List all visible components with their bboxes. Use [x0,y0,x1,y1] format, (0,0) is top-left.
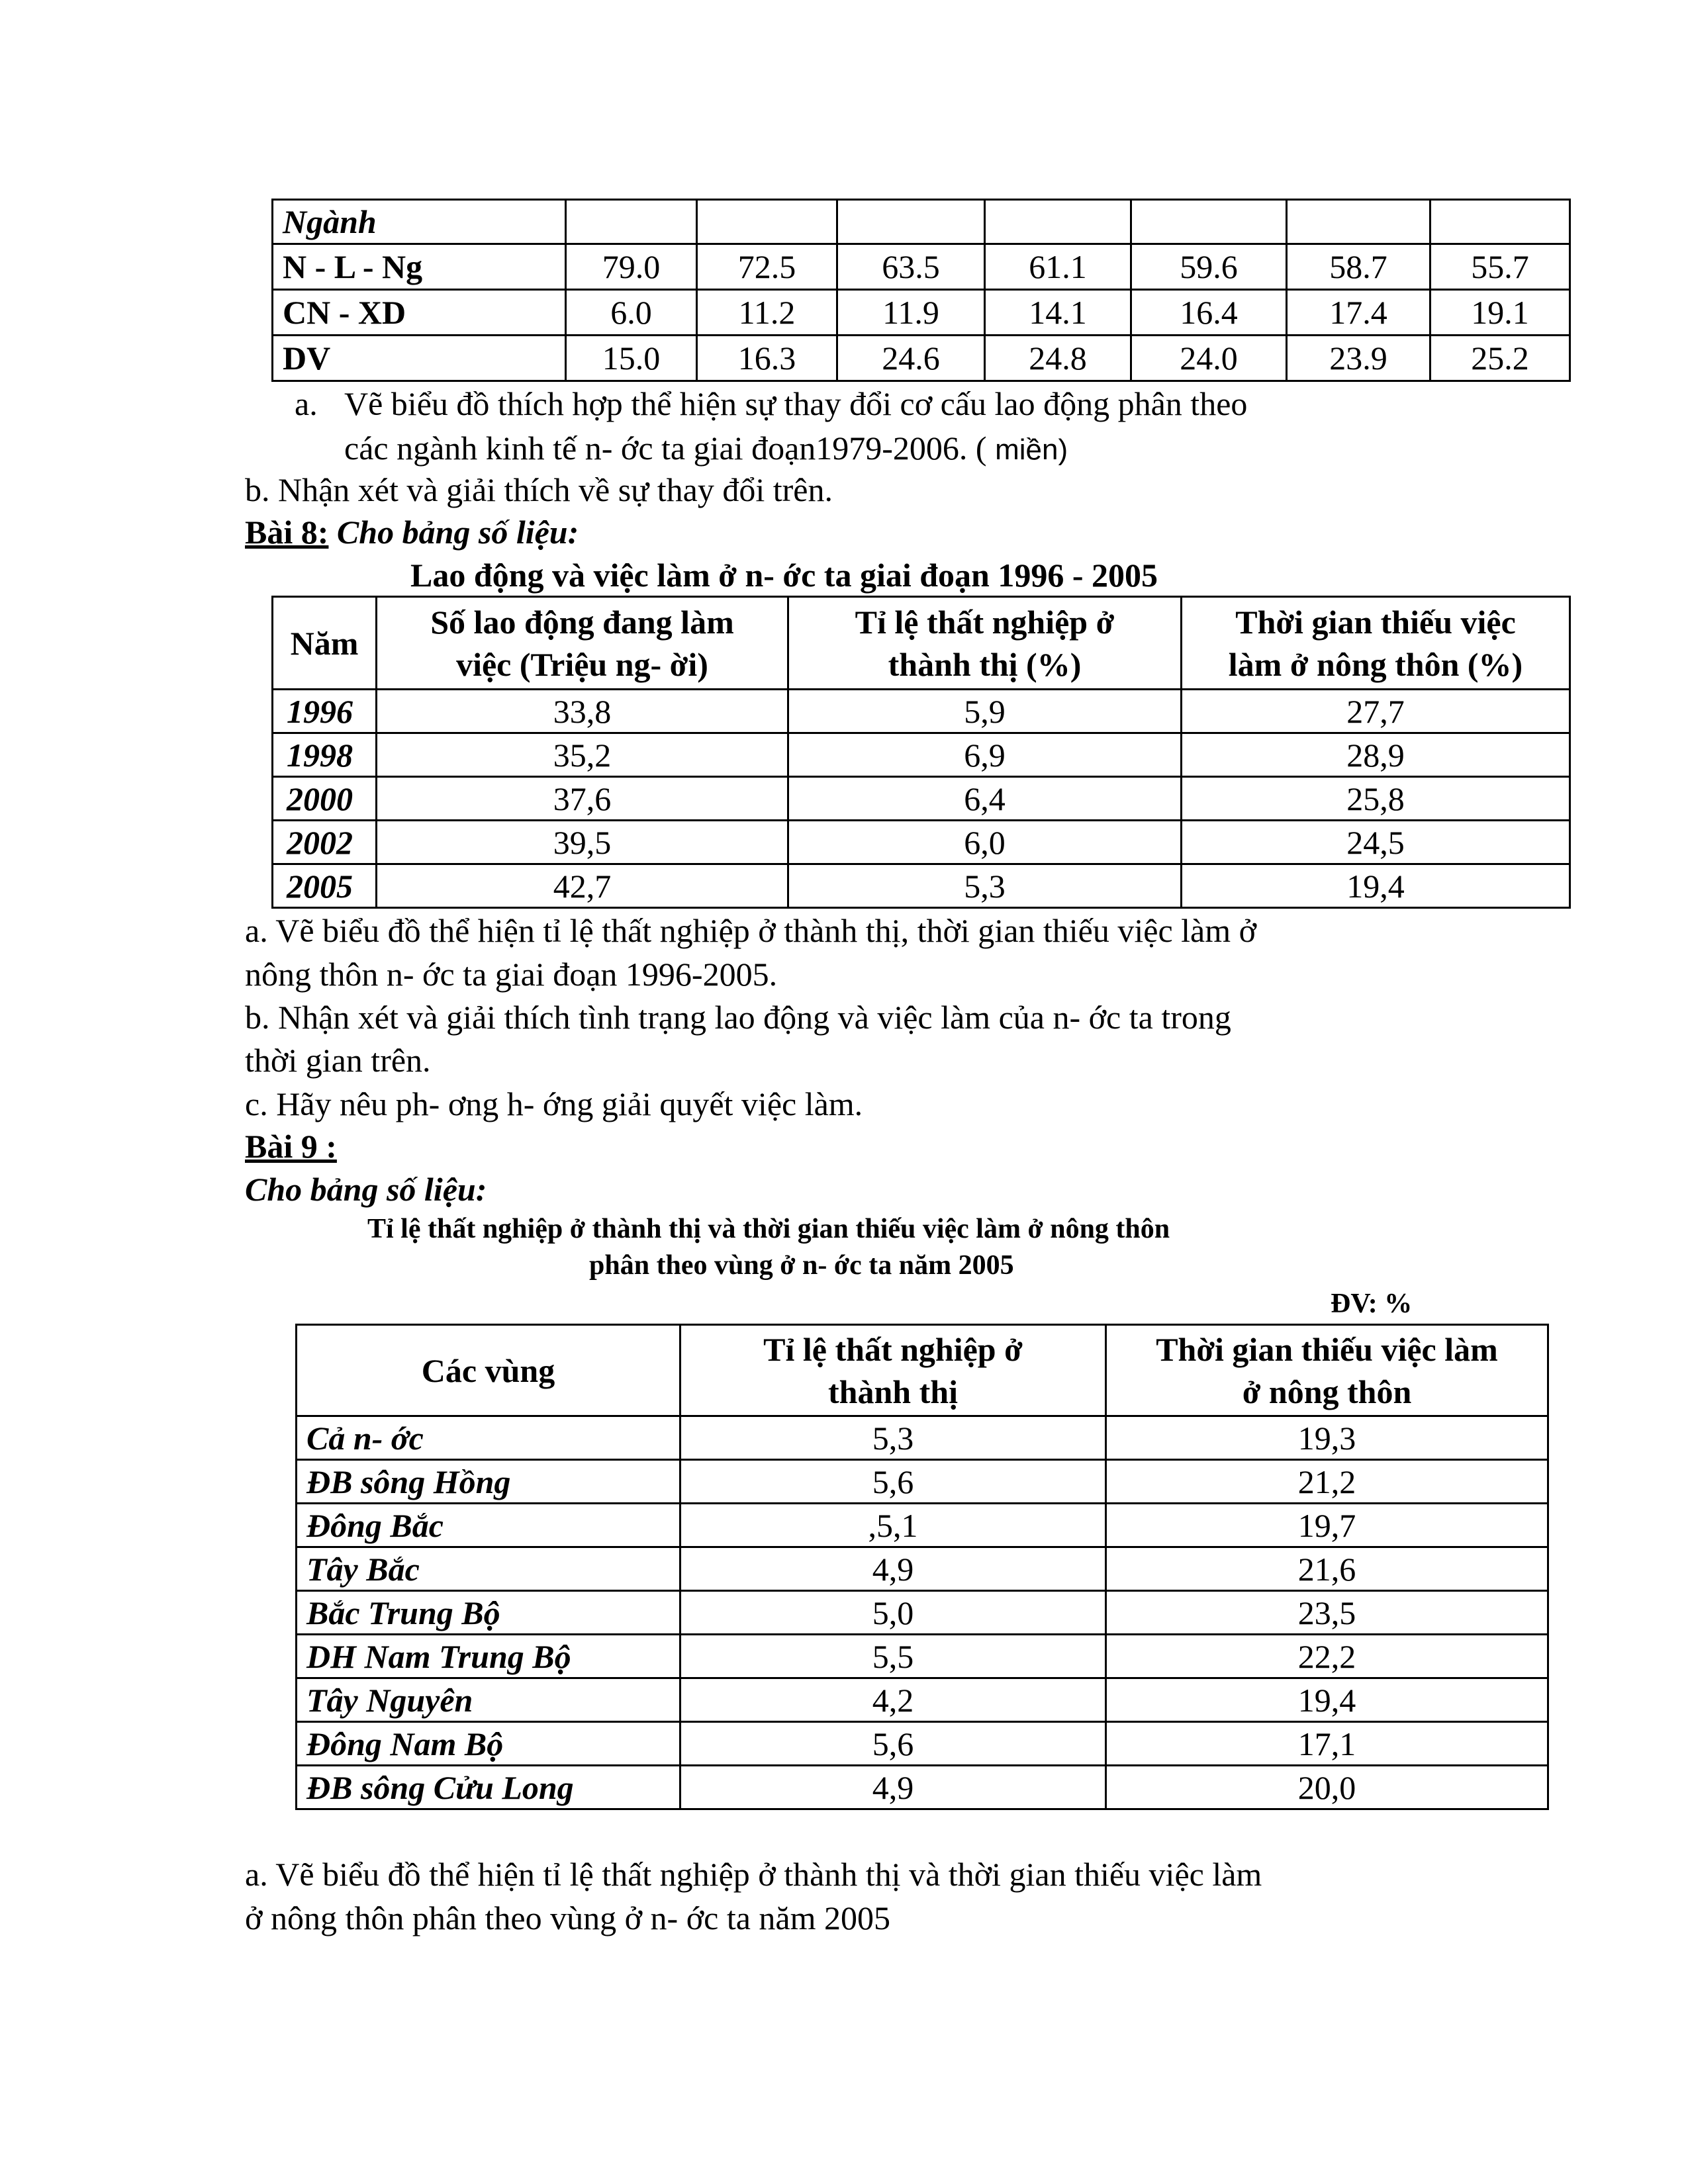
bai8-a-line2: nông thôn n- ớc ta giai đoạn 1996-2005. [245,956,778,993]
table-row: 2005 42,7 5,3 19,4 [273,864,1570,908]
table-header-row [273,597,1570,690]
table-header-row [273,200,1570,244]
table-row: Tây Bắc 4,9 21,6 [297,1547,1548,1591]
table-row: DH Nam Trung Bộ 5,5 22,2 [297,1635,1548,1678]
table-row: CN - XD 6.0 11.2 11.9 14.1 16.4 17.4 19.1 [273,290,1570,336]
col-region: Các vùng [297,1325,680,1416]
bai8-heading: Bài 8: Cho bảng số liệu: [245,514,579,551]
table-row: ĐB sông Hồng 5,6 21,2 [297,1460,1548,1504]
bai8-b-line2: thời gian trên. [245,1042,431,1079]
col-labor: Số lao động đang làm việc (Triệu ng- ời) [377,597,788,690]
task7-b: b. Nhận xét và giải thích về sự thay đổi trên. [245,471,833,508]
col-year: Năm [273,597,377,690]
employment-table [271,596,1571,909]
table-row: N - L - Ng 79.0 72.5 63.5 61.1 59.6 58.7 55.7 [273,244,1570,290]
bai9-a-line2: ở nông thôn phân theo vùng ở n- ớc ta năm 2005 [245,1899,890,1936]
bai9-title-line1: Tỉ lệ thất nghiệp ở thành thị và thời gian thiếu việc làm ở nông thôn [367,1214,1170,1244]
bai8-a-line1: a. Vẽ biểu đồ thể hiện tỉ lệ thất nghiệp ở thành thị, thời gian thiếu việc làm ở [245,912,1257,949]
row-label: DV [273,336,566,381]
unit-label: ĐV: % [1331,1289,1413,1319]
table-row: Đông Nam Bộ 5,6 17,1 [297,1722,1548,1766]
col-unemployment: Tỉ lệ thất nghiệp ở thành thị (%) [788,597,1182,690]
col-unemployment: Tỉ lệ thất nghiệp ở thành thị [680,1325,1106,1416]
bai9-title-line2: phân theo vùng ở n- ớc ta năm 2005 [589,1250,1014,1281]
task7-a-line2: các ngành kinh tế n- ớc ta giai đoạn1979-2006. ( miền) [344,430,1068,467]
table-row: Bắc Trung Bộ 5,0 23,5 [297,1591,1548,1635]
table-row: 1996 33,8 5,9 27,7 [273,690,1570,733]
labor-structure-table [271,199,1571,382]
table-header-row [297,1325,1548,1416]
table-row: Cả n- ớc 5,3 19,3 [297,1416,1548,1460]
col-underemployment: Thời gian thiếu việc làm ở nông thôn [1106,1325,1548,1416]
row-label: N - L - Ng [273,244,566,290]
table-row: 2002 39,5 6,0 24,5 [273,821,1570,864]
table-row: ĐB sông Cửu Long 4,9 20,0 [297,1766,1548,1809]
col-underemployment: Thời gian thiếu việc làm ở nông thôn (%) [1182,597,1570,690]
sector-header: Ngành [273,200,566,244]
bai8-c: c. Hãy nêu ph- ơng h- ớng giải quyết việc làm. [245,1085,863,1122]
bai9-subheading: Cho bảng số liệu: [245,1171,487,1208]
regional-employment-table [295,1324,1549,1810]
task7-a-line1: Vẽ biểu đồ thích hợp thể hiện sự thay đổi cơ cấu lao động phân theo [344,385,1248,422]
task7-a-marker: a. [295,385,318,422]
row-label: CN - XD [273,290,566,336]
table-row: DV 15.0 16.3 24.6 24.8 24.0 23.9 25.2 [273,336,1570,381]
table-row: Đông Bắc ,5,1 19,7 [297,1504,1548,1547]
bai8-b-line1: b. Nhận xét và giải thích tình trạng lao động và việc làm của n- ớc ta trong [245,999,1231,1036]
bai9-a-line1: a. Vẽ biểu đồ thể hiện tỉ lệ thất nghiệp ở thành thị và thời gian thiếu việc làm [245,1856,1262,1893]
table-row: Tây Nguyên 4,2 19,4 [297,1678,1548,1722]
table-row: 1998 35,2 6,9 28,9 [273,733,1570,777]
table-row: 2000 37,6 6,4 25,8 [273,777,1570,821]
bai9-heading: Bài 9 : [245,1128,337,1165]
bai8-table-title: Lao động và việc làm ở n- ớc ta giai đoạn 1996 - 2005 [410,557,1158,594]
